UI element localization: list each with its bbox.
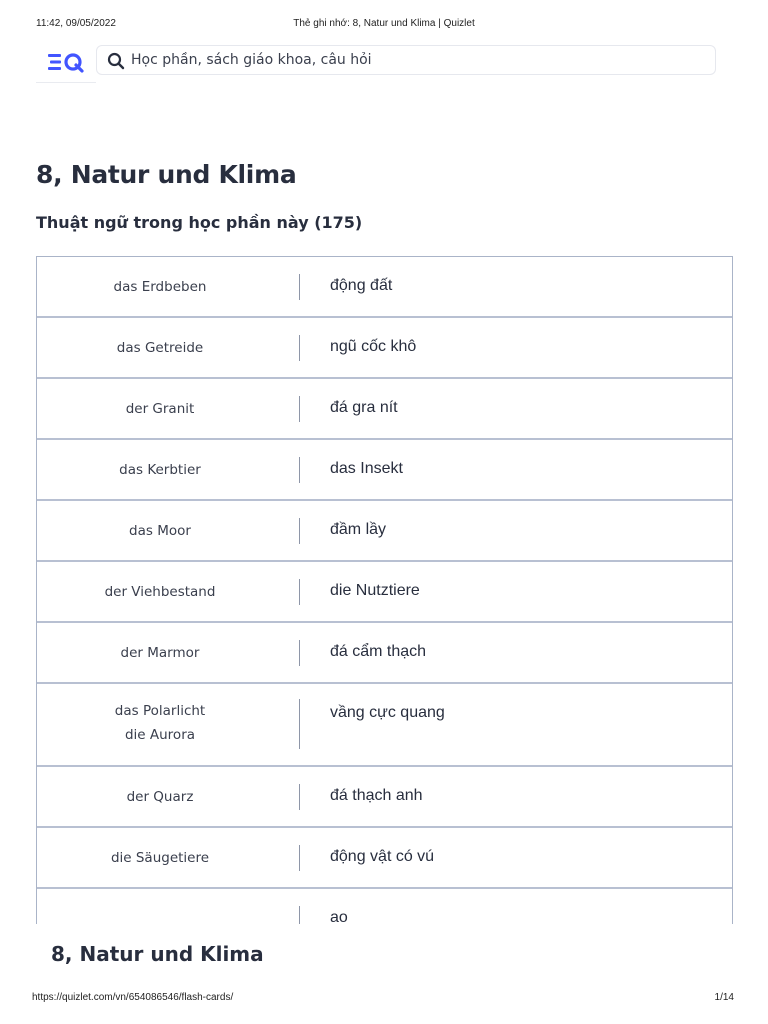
term-divider — [299, 640, 300, 666]
print-doc-title: Thẻ ghi nhớ: 8, Natur und Klima | Quizlet — [293, 18, 475, 29]
top-bar — [36, 44, 718, 80]
definition-text: đá gra nít — [330, 399, 398, 416]
search-icon — [107, 52, 125, 70]
term-text — [37, 699, 283, 747]
print-datetime: 11:42, 09/05/2022 — [36, 18, 116, 29]
term-row — [37, 684, 732, 767]
term-line: das Polarlicht — [114, 703, 206, 719]
term-text — [37, 519, 283, 543]
term-text — [37, 785, 283, 809]
term-divider — [299, 518, 300, 544]
term-line: der Viehbestand — [104, 584, 216, 600]
term-divider — [299, 579, 300, 605]
term-text — [37, 641, 283, 665]
term-row — [37, 501, 732, 562]
term-line-2: die Aurora — [124, 727, 196, 743]
term-divider — [299, 784, 300, 810]
term-divider — [299, 845, 300, 871]
term-row — [37, 889, 732, 924]
logo-divider — [36, 82, 96, 83]
term-line: der Quarz — [126, 789, 194, 805]
term-row — [37, 562, 732, 623]
term-line: das Kerbtier — [119, 462, 201, 478]
term-line: der Granit — [125, 401, 195, 417]
print-page-number: 1/14 — [714, 992, 734, 1003]
print-footer — [32, 992, 734, 1006]
quizlet-logo-icon — [46, 50, 86, 74]
term-divider — [299, 274, 300, 300]
terms-heading: Thuật ngữ trong học phần này (175) — [36, 213, 363, 232]
definition-text: đầm lầy — [330, 521, 387, 538]
definition-text: das Insekt — [330, 460, 403, 477]
definition-text: động vật có vú — [330, 848, 435, 865]
term-text — [37, 397, 283, 421]
term-text — [37, 336, 283, 360]
term-text — [37, 458, 283, 482]
term-text — [37, 580, 283, 604]
quizlet-logo[interactable] — [46, 50, 86, 74]
term-row — [37, 379, 732, 440]
term-row — [37, 623, 732, 684]
term-row — [37, 318, 732, 379]
search-bar[interactable] — [96, 45, 716, 75]
term-divider — [299, 457, 300, 483]
definition-text: vầng cực quang — [330, 704, 445, 721]
term-row — [37, 257, 732, 318]
set-title: 8, Natur und Klima — [36, 160, 297, 189]
definition-text: đá cẩm thạch — [330, 643, 427, 660]
print-header — [36, 18, 732, 32]
definition-text: đá thạch anh — [330, 787, 423, 804]
search-input[interactable] — [131, 49, 691, 71]
term-line: das Erdbeben — [113, 279, 207, 295]
term-line: das Getreide — [116, 340, 204, 356]
term-line: der Marmor — [120, 645, 200, 661]
term-divider — [299, 906, 300, 924]
definition-text: ngũ cốc khô — [330, 338, 417, 355]
definition-text: động đất — [330, 277, 393, 294]
terms-list — [36, 256, 733, 924]
term-line: das Moor — [129, 523, 191, 539]
page-footer-title: 8, Natur und Klima — [51, 942, 264, 966]
term-divider — [299, 699, 300, 749]
term-divider — [299, 335, 300, 361]
definition-text: ao — [330, 909, 348, 924]
definition-text: die Nutztiere — [330, 582, 420, 599]
print-url: https://quizlet.com/vn/654086546/flash-cards/ — [32, 992, 234, 1003]
term-text — [37, 846, 283, 870]
term-row — [37, 767, 732, 828]
term-text — [37, 275, 283, 299]
term-row — [37, 828, 732, 889]
term-row — [37, 440, 732, 501]
term-divider — [299, 396, 300, 422]
term-line: die Säugetiere — [110, 850, 210, 866]
